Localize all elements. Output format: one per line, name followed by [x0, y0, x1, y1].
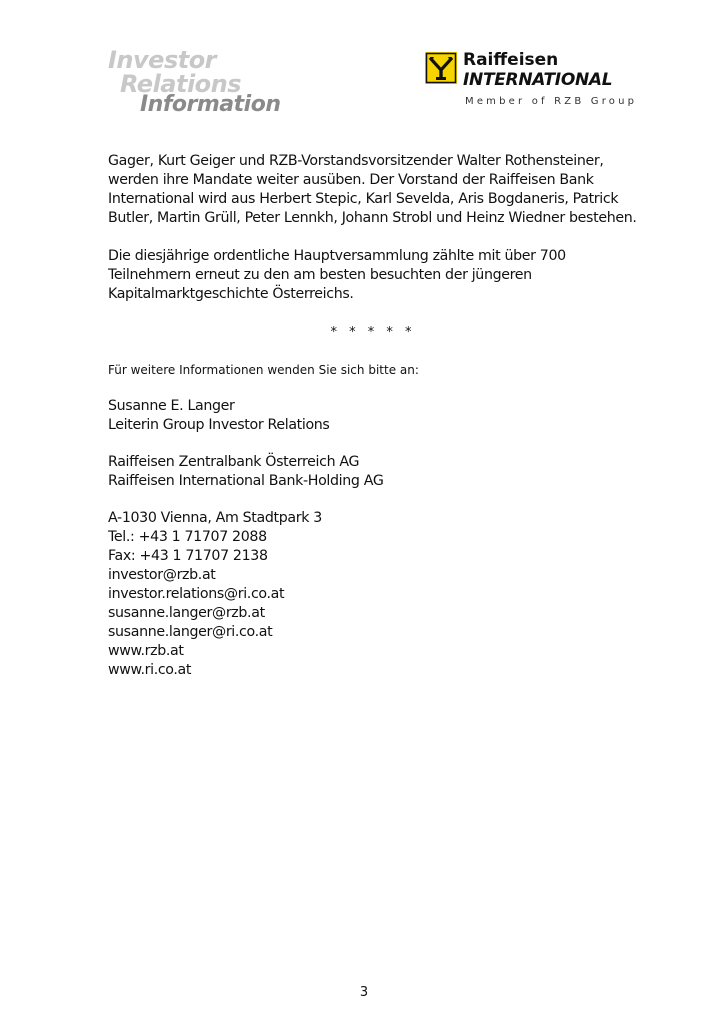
section-separator: * * * * *: [330, 325, 416, 340]
rbi-logo-name-raiffeisen: Raiffeisen: [463, 50, 559, 70]
contact-details: [108, 509, 638, 680]
rbi-logo-name-international: INTERNATIONAL: [463, 70, 613, 90]
text-line: Butler, Martin Grüll, Peter Lennkh, Johann Strobl und Heinz Wiedner bestehen.: [108, 210, 637, 226]
fax: Fax: +43 1 71707 2138: [108, 548, 268, 564]
paragraph-board-members: [108, 152, 638, 228]
address: A-1030 Vienna, Am Stadtpark 3: [108, 510, 322, 526]
text-line: Gager, Kurt Geiger und RZB-Vorstandsvorsitzender Walter Rothensteiner,: [108, 153, 604, 169]
email-link[interactable]: susanne.langer@rzb.at: [108, 605, 265, 621]
company-name: Raiffeisen Zentralbank Österreich AG: [108, 454, 360, 470]
website-link[interactable]: www.rzb.at: [108, 643, 184, 659]
contact-role: Leiterin Group Investor Relations: [108, 417, 330, 433]
raiffeisen-gable-cross-icon: [425, 52, 457, 84]
website-link[interactable]: www.ri.co.at: [108, 662, 192, 678]
email-link[interactable]: investor@rzb.at: [108, 567, 216, 583]
contact-intro: Für weitere Informationen wenden Sie sich bitte an:: [108, 363, 419, 377]
company-name: Raiffeisen International Bank-Holding AG: [108, 473, 384, 489]
page-number: 3: [359, 985, 369, 1000]
page-number-footer: [0, 986, 728, 999]
ir-logo-line-information: Information: [140, 92, 281, 117]
investor-relations-logo: [108, 44, 281, 117]
document-body: [108, 152, 638, 698]
contact-name: Susanne E. Langer: [108, 398, 235, 414]
text-line: International wird aus Herbert Stepic, Karl Sevelda, Aris Bogdaneris, Patrick: [108, 191, 619, 207]
phone: Tel.: +43 1 71707 2088: [108, 529, 267, 545]
email-link[interactable]: investor.relations@ri.co.at: [108, 586, 285, 602]
ir-logo-line-relations: Relations: [120, 70, 242, 98]
rbi-logo-member-tagline: Member of RZB Group: [465, 96, 638, 107]
text-line: Teilnehmern erneut zu den am besten besuchten der jüngeren: [108, 267, 532, 283]
text-line: werden ihre Mandate weiter ausüben. Der Vorstand der Raiffeisen Bank: [108, 172, 594, 188]
text-line: Kapitalmarktgeschichte Österreichs.: [108, 286, 354, 302]
paragraph-annual-meeting: [108, 247, 638, 304]
company-names: [108, 453, 638, 491]
ir-logo-line-investor: Investor: [108, 46, 217, 74]
contact-person: [108, 397, 638, 435]
email-link[interactable]: susanne.langer@ri.co.at: [108, 624, 273, 640]
text-line: Die diesjährige ordentliche Hauptversammlung zählte mit über 700: [108, 248, 566, 264]
raiffeisen-international-logo: [425, 50, 638, 114]
